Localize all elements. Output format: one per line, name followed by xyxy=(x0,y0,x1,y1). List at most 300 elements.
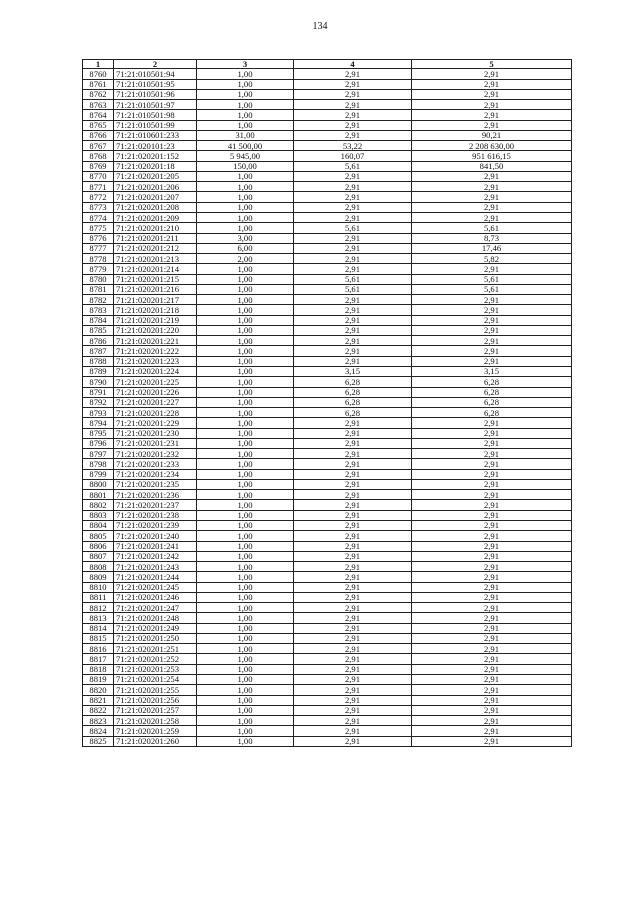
row-number-cell: 8819 xyxy=(83,674,114,684)
rate-cell: 6,28 xyxy=(294,397,412,407)
table-row xyxy=(83,233,572,243)
rate-cell: 2,91 xyxy=(294,469,412,479)
rate-cell: 5,61 xyxy=(294,274,412,284)
cadastral-number-cell: 71:21:020201:257 xyxy=(114,705,197,715)
table-row xyxy=(83,79,572,89)
row-number-cell: 8775 xyxy=(83,223,114,233)
rate-cell: 2,91 xyxy=(294,500,412,510)
row-number-cell: 8800 xyxy=(83,479,114,489)
row-number-cell: 8823 xyxy=(83,716,114,726)
cadastral-number-cell: 71:21:010601:233 xyxy=(114,130,197,140)
amount-cell: 2,91 xyxy=(412,541,572,551)
table-row xyxy=(83,551,572,561)
row-number-cell: 8798 xyxy=(83,459,114,469)
cadastral-number-cell: 71:21:010501:95 xyxy=(114,79,197,89)
amount-cell: 2,91 xyxy=(412,438,572,448)
rate-cell: 2,91 xyxy=(294,726,412,736)
rate-cell: 2,91 xyxy=(294,674,412,684)
quantity-cell: 1,00 xyxy=(197,202,294,212)
row-number-cell: 8824 xyxy=(83,726,114,736)
table-row xyxy=(83,695,572,705)
table-row xyxy=(83,490,572,500)
rate-cell: 2,91 xyxy=(294,192,412,202)
amount-cell: 2,91 xyxy=(412,695,572,705)
row-number-cell: 8770 xyxy=(83,171,114,181)
table-row xyxy=(83,202,572,212)
cadastral-number-cell: 71:21:020201:246 xyxy=(114,592,197,602)
rate-cell: 2,91 xyxy=(294,531,412,541)
cadastral-number-cell: 71:21:020201:233 xyxy=(114,459,197,469)
cadastral-number-cell: 71:21:020201:248 xyxy=(114,613,197,623)
cadastral-number-cell: 71:21:020201:214 xyxy=(114,264,197,274)
rate-cell: 2,91 xyxy=(294,243,412,253)
row-number-cell: 8786 xyxy=(83,336,114,346)
rate-cell: 2,91 xyxy=(294,644,412,654)
row-number-cell: 8821 xyxy=(83,695,114,705)
row-number-cell: 8773 xyxy=(83,202,114,212)
amount-cell: 2,91 xyxy=(412,479,572,489)
cadastral-number-cell: 71:21:020201:249 xyxy=(114,623,197,633)
table-row xyxy=(83,438,572,448)
rate-cell: 2,91 xyxy=(294,356,412,366)
rate-cell: 2,91 xyxy=(294,264,412,274)
rate-cell: 2,91 xyxy=(294,254,412,264)
row-number-cell: 8820 xyxy=(83,685,114,695)
cadastral-number-cell: 71:21:020201:228 xyxy=(114,408,197,418)
cadastral-number-cell: 71:21:020201:229 xyxy=(114,418,197,428)
row-number-cell: 8803 xyxy=(83,510,114,520)
amount-cell: 2,91 xyxy=(412,192,572,202)
column-header-2: 2 xyxy=(114,60,197,69)
amount-cell: 2,91 xyxy=(412,213,572,223)
cadastral-number-cell: 71:21:020201:231 xyxy=(114,438,197,448)
amount-cell: 6,28 xyxy=(412,377,572,387)
row-number-cell: 8817 xyxy=(83,654,114,664)
quantity-cell: 1,00 xyxy=(197,562,294,572)
table-row xyxy=(83,449,572,459)
rate-cell: 2,91 xyxy=(294,295,412,305)
quantity-cell: 1,00 xyxy=(197,490,294,500)
table-row xyxy=(83,346,572,356)
amount-cell: 2,91 xyxy=(412,603,572,613)
amount-cell: 2,91 xyxy=(412,685,572,695)
cadastral-number-cell: 71:21:020201:244 xyxy=(114,572,197,582)
row-number-cell: 8812 xyxy=(83,603,114,613)
cadastral-number-cell: 71:21:020201:224 xyxy=(114,367,197,377)
table-row xyxy=(83,254,572,264)
rate-cell: 2,91 xyxy=(294,100,412,110)
row-number-cell: 8761 xyxy=(83,79,114,89)
table-row xyxy=(83,130,572,140)
table-row xyxy=(83,562,572,572)
rate-cell: 2,91 xyxy=(294,551,412,561)
amount-cell: 2,91 xyxy=(412,459,572,469)
quantity-cell: 41 500,00 xyxy=(197,141,294,151)
column-header-3: 3 xyxy=(197,60,294,69)
quantity-cell: 1,00 xyxy=(197,551,294,561)
cadastral-number-cell: 71:21:020201:225 xyxy=(114,377,197,387)
amount-cell: 2,91 xyxy=(412,582,572,592)
amount-cell: 2,91 xyxy=(412,418,572,428)
quantity-cell: 1,00 xyxy=(197,469,294,479)
cadastral-number-cell: 71:21:020201:226 xyxy=(114,387,197,397)
row-number-cell: 8768 xyxy=(83,151,114,161)
row-number-cell: 8825 xyxy=(83,736,114,746)
table-row xyxy=(83,664,572,674)
amount-cell: 2,91 xyxy=(412,110,572,120)
amount-cell: 2,91 xyxy=(412,89,572,99)
table-header-row xyxy=(83,60,572,69)
amount-cell: 2,91 xyxy=(412,346,572,356)
amount-cell: 2,91 xyxy=(412,500,572,510)
cadastral-number-cell: 71:21:020201:211 xyxy=(114,233,197,243)
cadastral-number-cell: 71:21:020201:219 xyxy=(114,315,197,325)
table-row xyxy=(83,716,572,726)
quantity-cell: 1,00 xyxy=(197,613,294,623)
row-number-cell: 8799 xyxy=(83,469,114,479)
column-header-4: 4 xyxy=(294,60,412,69)
amount-cell: 2,91 xyxy=(412,736,572,746)
amount-cell: 2,91 xyxy=(412,654,572,664)
row-number-cell: 8816 xyxy=(83,644,114,654)
rate-cell: 2,91 xyxy=(294,479,412,489)
quantity-cell: 1,00 xyxy=(197,356,294,366)
amount-cell: 8,73 xyxy=(412,233,572,243)
rate-cell: 2,91 xyxy=(294,613,412,623)
cadastral-number-cell: 71:21:020201:260 xyxy=(114,736,197,746)
cadastral-number-cell: 71:21:020201:218 xyxy=(114,305,197,315)
cadastral-number-cell: 71:21:020201:215 xyxy=(114,274,197,284)
cadastral-number-cell: 71:21:020201:208 xyxy=(114,202,197,212)
quantity-cell: 1,00 xyxy=(197,449,294,459)
amount-cell: 2,91 xyxy=(412,613,572,623)
quantity-cell: 1,00 xyxy=(197,479,294,489)
table-row xyxy=(83,520,572,530)
row-number-cell: 8764 xyxy=(83,110,114,120)
cadastral-number-cell: 71:21:020201:251 xyxy=(114,644,197,654)
rate-cell: 2,91 xyxy=(294,438,412,448)
row-number-cell: 8815 xyxy=(83,633,114,643)
table-body xyxy=(83,69,572,747)
rate-cell: 2,91 xyxy=(294,490,412,500)
quantity-cell: 31,00 xyxy=(197,130,294,140)
quantity-cell: 1,00 xyxy=(197,520,294,530)
row-number-cell: 8796 xyxy=(83,438,114,448)
rate-cell: 5,61 xyxy=(294,161,412,171)
rate-cell: 2,91 xyxy=(294,449,412,459)
rate-cell: 2,91 xyxy=(294,623,412,633)
quantity-cell: 1,00 xyxy=(197,397,294,407)
amount-cell: 90,21 xyxy=(412,130,572,140)
amount-cell: 2,91 xyxy=(412,325,572,335)
table-row xyxy=(83,408,572,418)
quantity-cell: 1,00 xyxy=(197,603,294,613)
quantity-cell: 1,00 xyxy=(197,510,294,520)
cadastral-number-cell: 71:21:020201:210 xyxy=(114,223,197,233)
row-number-cell: 8794 xyxy=(83,418,114,428)
row-number-cell: 8782 xyxy=(83,295,114,305)
page-number: 134 xyxy=(312,21,328,32)
quantity-cell: 1,00 xyxy=(197,79,294,89)
cadastral-number-cell: 71:21:020201:227 xyxy=(114,397,197,407)
quantity-cell: 1,00 xyxy=(197,428,294,438)
cadastral-number-cell: 71:21:020201:254 xyxy=(114,674,197,684)
table-row xyxy=(83,674,572,684)
amount-cell: 2,91 xyxy=(412,428,572,438)
amount-cell: 2,91 xyxy=(412,79,572,89)
quantity-cell: 1,00 xyxy=(197,500,294,510)
row-number-cell: 8771 xyxy=(83,182,114,192)
amount-cell: 6,28 xyxy=(412,408,572,418)
row-number-cell: 8790 xyxy=(83,377,114,387)
rate-cell: 2,91 xyxy=(294,520,412,530)
amount-cell: 5,61 xyxy=(412,284,572,294)
row-number-cell: 8776 xyxy=(83,233,114,243)
cadastral-number-cell: 71:21:020201:242 xyxy=(114,551,197,561)
amount-cell: 2,91 xyxy=(412,490,572,500)
amount-cell: 2,91 xyxy=(412,716,572,726)
quantity-cell: 1,00 xyxy=(197,633,294,643)
table-row xyxy=(83,541,572,551)
rate-cell: 2,91 xyxy=(294,130,412,140)
table-row xyxy=(83,223,572,233)
amount-cell: 2,91 xyxy=(412,449,572,459)
rate-cell: 2,91 xyxy=(294,233,412,243)
quantity-cell: 1,00 xyxy=(197,438,294,448)
rate-cell: 2,91 xyxy=(294,69,412,79)
table-row xyxy=(83,613,572,623)
cadastral-number-cell: 71:21:020201:223 xyxy=(114,356,197,366)
amount-cell: 5,61 xyxy=(412,274,572,284)
table-row xyxy=(83,182,572,192)
cadastral-number-cell: 71:21:020201:152 xyxy=(114,151,197,161)
quantity-cell: 1,00 xyxy=(197,572,294,582)
data-table xyxy=(82,59,572,747)
amount-cell: 2,91 xyxy=(412,726,572,736)
rate-cell: 2,91 xyxy=(294,79,412,89)
rate-cell: 2,91 xyxy=(294,315,412,325)
rate-cell: 2,91 xyxy=(294,582,412,592)
row-number-cell: 8809 xyxy=(83,572,114,582)
amount-cell: 2,91 xyxy=(412,120,572,130)
column-header-1: 1 xyxy=(83,60,114,69)
rate-cell: 2,91 xyxy=(294,171,412,181)
quantity-cell: 1,00 xyxy=(197,100,294,110)
row-number-cell: 8784 xyxy=(83,315,114,325)
cadastral-number-cell: 71:21:010501:96 xyxy=(114,89,197,99)
amount-cell: 17,46 xyxy=(412,243,572,253)
rate-cell: 2,91 xyxy=(294,120,412,130)
table-row xyxy=(83,500,572,510)
table-row xyxy=(83,284,572,294)
rate-cell: 2,91 xyxy=(294,213,412,223)
cadastral-number-cell: 71:21:020201:237 xyxy=(114,500,197,510)
row-number-cell: 8797 xyxy=(83,449,114,459)
rate-cell: 2,91 xyxy=(294,572,412,582)
rate-cell: 2,91 xyxy=(294,603,412,613)
quantity-cell: 1,00 xyxy=(197,644,294,654)
table-row xyxy=(83,418,572,428)
table-row xyxy=(83,469,572,479)
cadastral-number-cell: 71:21:010501:98 xyxy=(114,110,197,120)
amount-cell: 2,91 xyxy=(412,644,572,654)
amount-cell: 2,91 xyxy=(412,69,572,79)
quantity-cell: 1,00 xyxy=(197,592,294,602)
table-row xyxy=(83,120,572,130)
table-row xyxy=(83,387,572,397)
quantity-cell: 1,00 xyxy=(197,284,294,294)
table-row xyxy=(83,315,572,325)
row-number-cell: 8779 xyxy=(83,264,114,274)
row-number-cell: 8814 xyxy=(83,623,114,633)
quantity-cell: 1,00 xyxy=(197,315,294,325)
quantity-cell: 1,00 xyxy=(197,171,294,181)
cadastral-number-cell: 71:21:020201:236 xyxy=(114,490,197,500)
row-number-cell: 8793 xyxy=(83,408,114,418)
rate-cell: 6,28 xyxy=(294,387,412,397)
amount-cell: 2,91 xyxy=(412,202,572,212)
amount-cell: 2,91 xyxy=(412,664,572,674)
quantity-cell: 1,00 xyxy=(197,654,294,664)
quantity-cell: 1,00 xyxy=(197,418,294,428)
amount-cell: 2,91 xyxy=(412,705,572,715)
table-row xyxy=(83,603,572,613)
rate-cell: 2,91 xyxy=(294,89,412,99)
cadastral-number-cell: 71:21:020201:259 xyxy=(114,726,197,736)
table-row xyxy=(83,531,572,541)
row-number-cell: 8804 xyxy=(83,520,114,530)
quantity-cell: 1,00 xyxy=(197,274,294,284)
cadastral-number-cell: 71:21:020201:256 xyxy=(114,695,197,705)
quantity-cell: 1,00 xyxy=(197,336,294,346)
rate-cell: 6,28 xyxy=(294,377,412,387)
cadastral-number-cell: 71:21:020201:253 xyxy=(114,664,197,674)
table-row xyxy=(83,428,572,438)
rate-cell: 6,28 xyxy=(294,408,412,418)
rate-cell: 2,91 xyxy=(294,336,412,346)
quantity-cell: 1,00 xyxy=(197,295,294,305)
amount-cell: 2,91 xyxy=(412,510,572,520)
rate-cell: 5,61 xyxy=(294,223,412,233)
cadastral-number-cell: 71:21:020201:239 xyxy=(114,520,197,530)
rate-cell: 5,61 xyxy=(294,284,412,294)
row-number-cell: 8810 xyxy=(83,582,114,592)
cadastral-number-cell: 71:21:020201:207 xyxy=(114,192,197,202)
rate-cell: 2,91 xyxy=(294,325,412,335)
row-number-cell: 8769 xyxy=(83,161,114,171)
table-row xyxy=(83,705,572,715)
row-number-cell: 8765 xyxy=(83,120,114,130)
amount-cell: 2,91 xyxy=(412,520,572,530)
rate-cell: 2,91 xyxy=(294,541,412,551)
amount-cell: 3,15 xyxy=(412,367,572,377)
cadastral-number-cell: 71:21:020201:212 xyxy=(114,243,197,253)
amount-cell: 5,82 xyxy=(412,254,572,264)
rate-cell: 53,22 xyxy=(294,141,412,151)
amount-cell: 841,50 xyxy=(412,161,572,171)
table-row xyxy=(83,213,572,223)
row-number-cell: 8811 xyxy=(83,592,114,602)
rate-cell: 2,91 xyxy=(294,633,412,643)
row-number-cell: 8822 xyxy=(83,705,114,715)
quantity-cell: 1,00 xyxy=(197,736,294,746)
row-number-cell: 8802 xyxy=(83,500,114,510)
table-row xyxy=(83,644,572,654)
rate-cell: 2,91 xyxy=(294,346,412,356)
amount-cell: 2,91 xyxy=(412,336,572,346)
table-row xyxy=(83,295,572,305)
quantity-cell: 1,00 xyxy=(197,716,294,726)
table-row xyxy=(83,459,572,469)
amount-cell: 2 208 630,00 xyxy=(412,141,572,151)
amount-cell: 2,91 xyxy=(412,171,572,181)
row-number-cell: 8766 xyxy=(83,130,114,140)
rate-cell: 2,91 xyxy=(294,459,412,469)
amount-cell: 2,91 xyxy=(412,356,572,366)
rate-cell: 160,07 xyxy=(294,151,412,161)
quantity-cell: 150,00 xyxy=(197,161,294,171)
quantity-cell: 1,00 xyxy=(197,89,294,99)
table-row xyxy=(83,623,572,633)
amount-cell: 2,91 xyxy=(412,100,572,110)
quantity-cell: 1,00 xyxy=(197,213,294,223)
quantity-cell: 1,00 xyxy=(197,192,294,202)
rate-cell: 2,91 xyxy=(294,664,412,674)
quantity-cell: 1,00 xyxy=(197,541,294,551)
quantity-cell: 1,00 xyxy=(197,305,294,315)
table-row xyxy=(83,100,572,110)
amount-cell: 2,91 xyxy=(412,592,572,602)
row-number-cell: 8762 xyxy=(83,89,114,99)
cadastral-number-cell: 71:21:020201:213 xyxy=(114,254,197,264)
cadastral-number-cell: 71:21:020201:216 xyxy=(114,284,197,294)
rate-cell: 2,91 xyxy=(294,202,412,212)
rate-cell: 2,91 xyxy=(294,592,412,602)
table-row xyxy=(83,633,572,643)
table-row xyxy=(83,685,572,695)
cadastral-number-cell: 71:21:020201:252 xyxy=(114,654,197,664)
table-row xyxy=(83,305,572,315)
cadastral-number-cell: 71:21:020201:258 xyxy=(114,716,197,726)
quantity-cell: 1,00 xyxy=(197,387,294,397)
table-row xyxy=(83,192,572,202)
row-number-cell: 8783 xyxy=(83,305,114,315)
row-number-cell: 8772 xyxy=(83,192,114,202)
quantity-cell: 1,00 xyxy=(197,623,294,633)
row-number-cell: 8795 xyxy=(83,428,114,438)
amount-cell: 5,61 xyxy=(412,223,572,233)
cadastral-number-cell: 71:21:020201:234 xyxy=(114,469,197,479)
row-number-cell: 8780 xyxy=(83,274,114,284)
amount-cell: 2,91 xyxy=(412,264,572,274)
quantity-cell: 1,00 xyxy=(197,705,294,715)
row-number-cell: 8788 xyxy=(83,356,114,366)
cadastral-number-cell: 71:21:020201:232 xyxy=(114,449,197,459)
table-row xyxy=(83,110,572,120)
row-number-cell: 8805 xyxy=(83,531,114,541)
amount-cell: 2,91 xyxy=(412,551,572,561)
quantity-cell: 2,00 xyxy=(197,254,294,264)
cadastral-number-cell: 71:21:020201:230 xyxy=(114,428,197,438)
amount-cell: 2,91 xyxy=(412,572,572,582)
quantity-cell: 1,00 xyxy=(197,664,294,674)
row-number-cell: 8781 xyxy=(83,284,114,294)
amount-cell: 2,91 xyxy=(412,305,572,315)
amount-cell: 2,91 xyxy=(412,623,572,633)
table-row xyxy=(83,592,572,602)
quantity-cell: 1,00 xyxy=(197,377,294,387)
row-number-cell: 8808 xyxy=(83,562,114,572)
